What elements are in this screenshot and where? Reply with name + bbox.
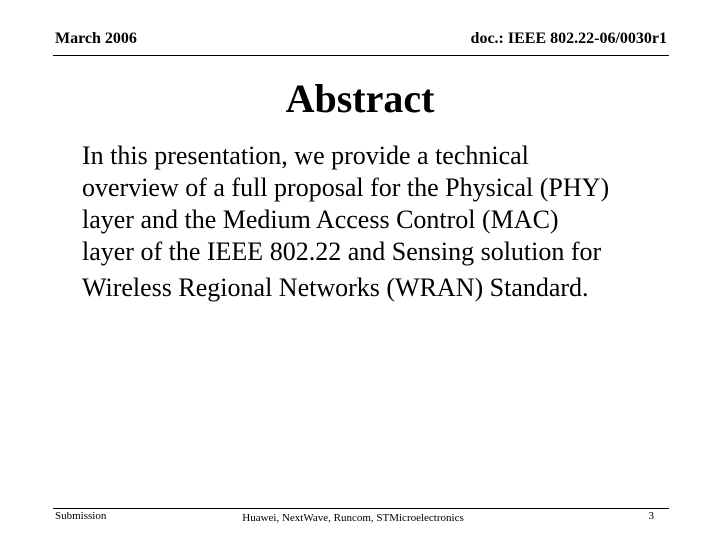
body-line-4: layer of the IEEE 802.22 and Sensing solution for [82,237,602,266]
body-line-2: overview of a full proposal for the Physical (PHY) [82,173,610,202]
footer-page-number: 3 [648,510,654,522]
slide-body [82,140,682,304]
slide-title: Abstract [285,76,435,121]
body-line-1: In this presentation, we provide a technical [82,141,529,170]
body-line-5: Wireless Regional Networks (WRAN) Standard. [82,273,589,302]
body-line-3: layer and the Medium Access Control (MAC) [82,205,559,234]
footer-authors: Huawei, NextWave, Runcom, STMicroelectronics [242,512,464,524]
footer-divider [53,508,669,509]
header-doc-id: doc.: IEEE 802.22-06/0030r1 [470,30,667,47]
header-date: March 2006 [55,30,137,47]
header-divider [53,55,669,56]
footer-submission: Submission [55,510,107,522]
